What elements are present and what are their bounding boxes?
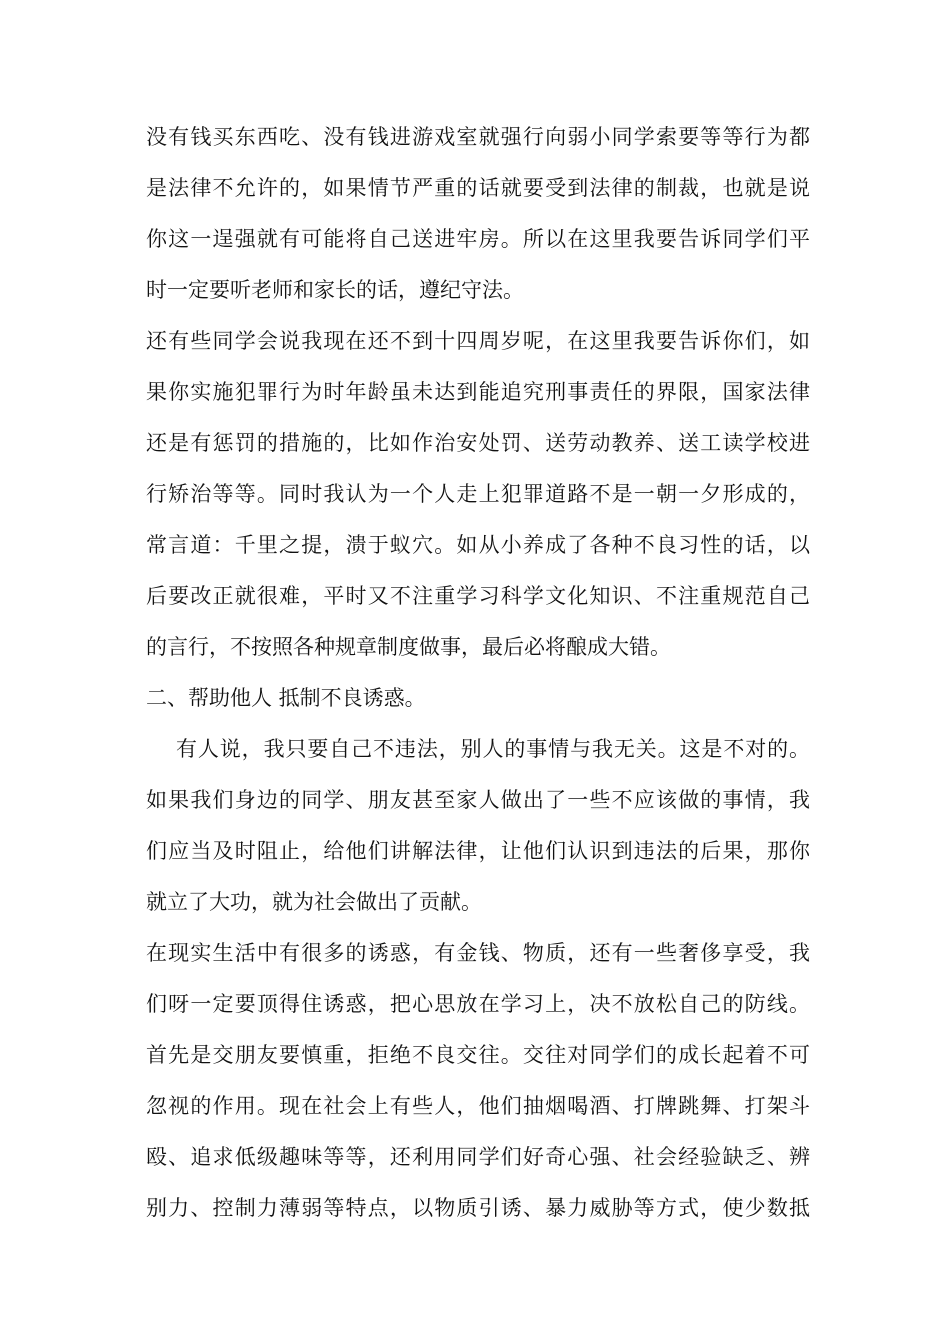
- paragraph-line: 殴、追求低级趣味等等，还利用同学们好奇心强、社会经验缺乏、辨: [146, 1145, 810, 1169]
- paragraph-line: 还是有惩罚的措施的，比如作治安处罚、送劳动教养、送工读学校进: [146, 431, 810, 455]
- paragraph-line: 果你实施犯罪行为时年龄虽未达到能追究刑事责任的界限，国家法律: [146, 380, 810, 404]
- paragraph-line: 时一定要听老师和家长的话，遵纪守法。: [146, 278, 524, 302]
- paragraph-line: 还有些同学会说我现在还不到十四周岁呢，在这里我要告诉你们，如: [146, 329, 810, 353]
- paragraph-line-indented: 有人说，我只要自己不违法，别人的事情与我无关。这是不对的。: [176, 737, 810, 761]
- paragraph-line: 是法律不允许的，如果情节严重的话就要受到法律的制裁，也就是说: [146, 176, 810, 200]
- paragraph-line: 们应当及时阻止，给他们讲解法律，让他们认识到违法的后果，那你: [146, 839, 810, 863]
- paragraph-line: 首先是交朋友要慎重，拒绝不良交往。交往对同学们的成长起着不可: [146, 1043, 810, 1067]
- paragraph-line: 行矫治等等。同时我认为一个人走上犯罪道路不是一朝一夕形成的，: [146, 482, 810, 506]
- paragraph-line: 们呀一定要顶得住诱惑，把心思放在学习上，决不放松自己的防线。: [146, 992, 810, 1016]
- paragraph-line: 常言道：千里之提，溃于蚁穴。如从小养成了各种不良习性的话，以: [146, 533, 810, 557]
- paragraph-line: 没有钱买东西吃、没有钱进游戏室就强行向弱小同学索要等等行为都: [146, 125, 810, 149]
- paragraph-line: 二、帮助他人 抵制不良诱惑。: [146, 686, 426, 710]
- paragraph-line: 后要改正就很难，平时又不注重学习科学文化知识、不注重规范自己: [146, 584, 810, 608]
- paragraph-line: 如果我们身边的同学、朋友甚至家人做出了一些不应该做的事情，我: [146, 788, 810, 812]
- paragraph-line: 你这一逞强就有可能将自己送进牢房。所以在这里我要告诉同学们平: [146, 227, 810, 251]
- paragraph-line: 在现实生活中有很多的诱惑，有金钱、物质，还有一些奢侈享受，我: [146, 941, 810, 965]
- paragraph-line: 就立了大功，就为社会做出了贡献。: [146, 890, 482, 914]
- paragraph-line: 忽视的作用。现在社会上有些人，他们抽烟喝酒、打牌跳舞、打架斗: [146, 1094, 810, 1118]
- document-text-body: [146, 116, 810, 1238]
- paragraph-line: 的言行，不按照各种规章制度做事，最后必将酿成大错。: [146, 635, 671, 659]
- paragraph-line: 别力、控制力薄弱等特点，以物质引诱、暴力威胁等方式，使少数抵: [146, 1196, 810, 1220]
